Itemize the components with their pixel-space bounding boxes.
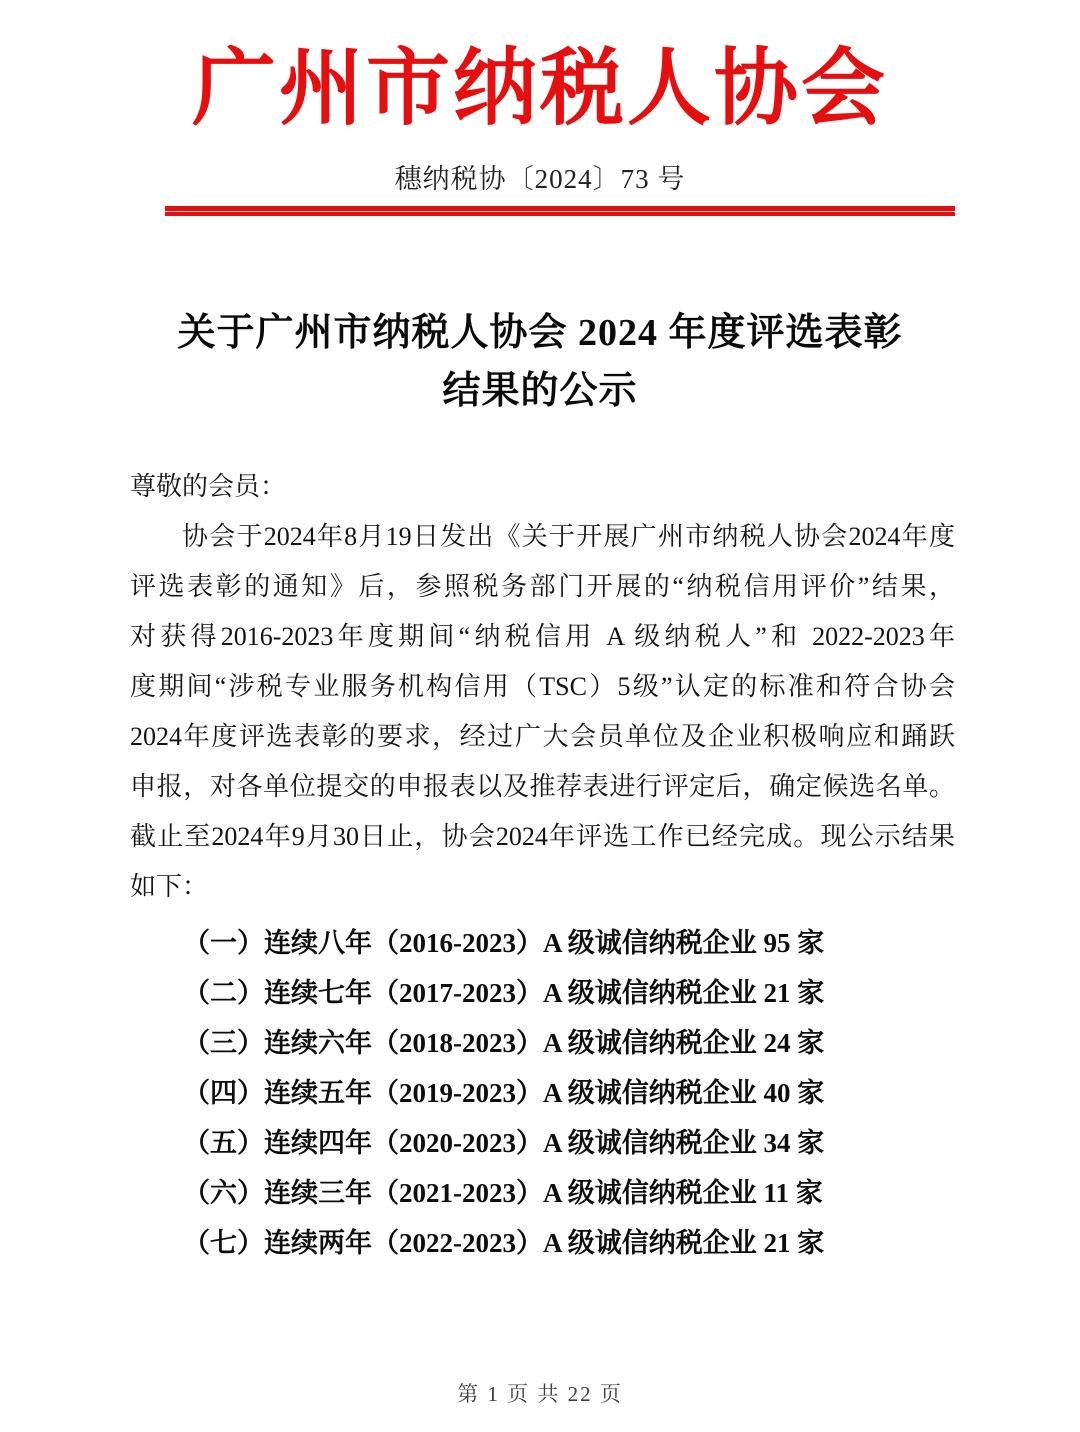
document-page bbox=[0, 42, 1080, 1432]
list-item: （五）连续四年（2020-2023）A 级诚信纳税企业 34 家 bbox=[183, 1128, 825, 1158]
paragraph-line: 2024年度评选表彰的要求，经过广大会员单位及企业积极响应和踊跃 bbox=[130, 722, 955, 751]
paragraph-line: 申报，对各单位提交的申报表以及推荐表进行评定后，确定候选名单。 bbox=[130, 772, 955, 801]
list-item: （三）连续六年（2018-2023）A 级诚信纳税企业 24 家 bbox=[183, 1028, 825, 1058]
document-title-line-1: 关于广州市纳税人协会 2024 年度评选表彰 bbox=[177, 312, 903, 354]
list-item: （二）连续七年（2017-2023）A 级诚信纳税企业 21 家 bbox=[183, 978, 825, 1008]
list-item: （七）连续两年（2022-2023）A 级诚信纳税企业 21 家 bbox=[183, 1228, 825, 1258]
paragraph-line: 协会于2024年8月19日发出《关于开展广州市纳税人协会2024年度 bbox=[182, 522, 955, 551]
document-title bbox=[0, 304, 1080, 420]
paragraph-line: 评选表彰的通知》后，参照税务部门开展的“纳税信用评价”结果， bbox=[130, 572, 955, 601]
paragraph-line: 度期间“涉税专业服务机构信用（TSC）5级”认定的标准和符合协会 bbox=[130, 672, 955, 701]
list-item: （六）连续三年（2021-2023）A 级诚信纳税企业 11 家 bbox=[183, 1178, 823, 1208]
paragraph-line: 如下： bbox=[130, 872, 209, 901]
document-title-line-2: 结果的公示 bbox=[442, 370, 638, 412]
org-name-header: 广州市纳税人协会 bbox=[191, 43, 888, 136]
award-list bbox=[130, 918, 955, 1268]
red-divider-line bbox=[165, 206, 955, 216]
page-number: 第 1 页 共 22 页 bbox=[457, 1382, 623, 1406]
salutation: 尊敬的会员： bbox=[130, 472, 287, 501]
document-number: 穗纳税协〔2024〕73 号 bbox=[394, 164, 686, 194]
list-item: （一）连续八年（2016-2023）A 级诚信纳税企业 95 家 bbox=[183, 928, 825, 958]
paragraph-line: 截止至2024年9月30日止，协会2024年评选工作已经完成。现公示结果 bbox=[130, 822, 955, 851]
paragraph-line: 对获得2016-2023年度期间“纳税信用 A 级纳税人”和 2022-2023年 bbox=[130, 622, 955, 651]
body-text bbox=[130, 462, 955, 912]
list-item: （四）连续五年（2019-2023）A 级诚信纳税企业 40 家 bbox=[183, 1078, 825, 1108]
